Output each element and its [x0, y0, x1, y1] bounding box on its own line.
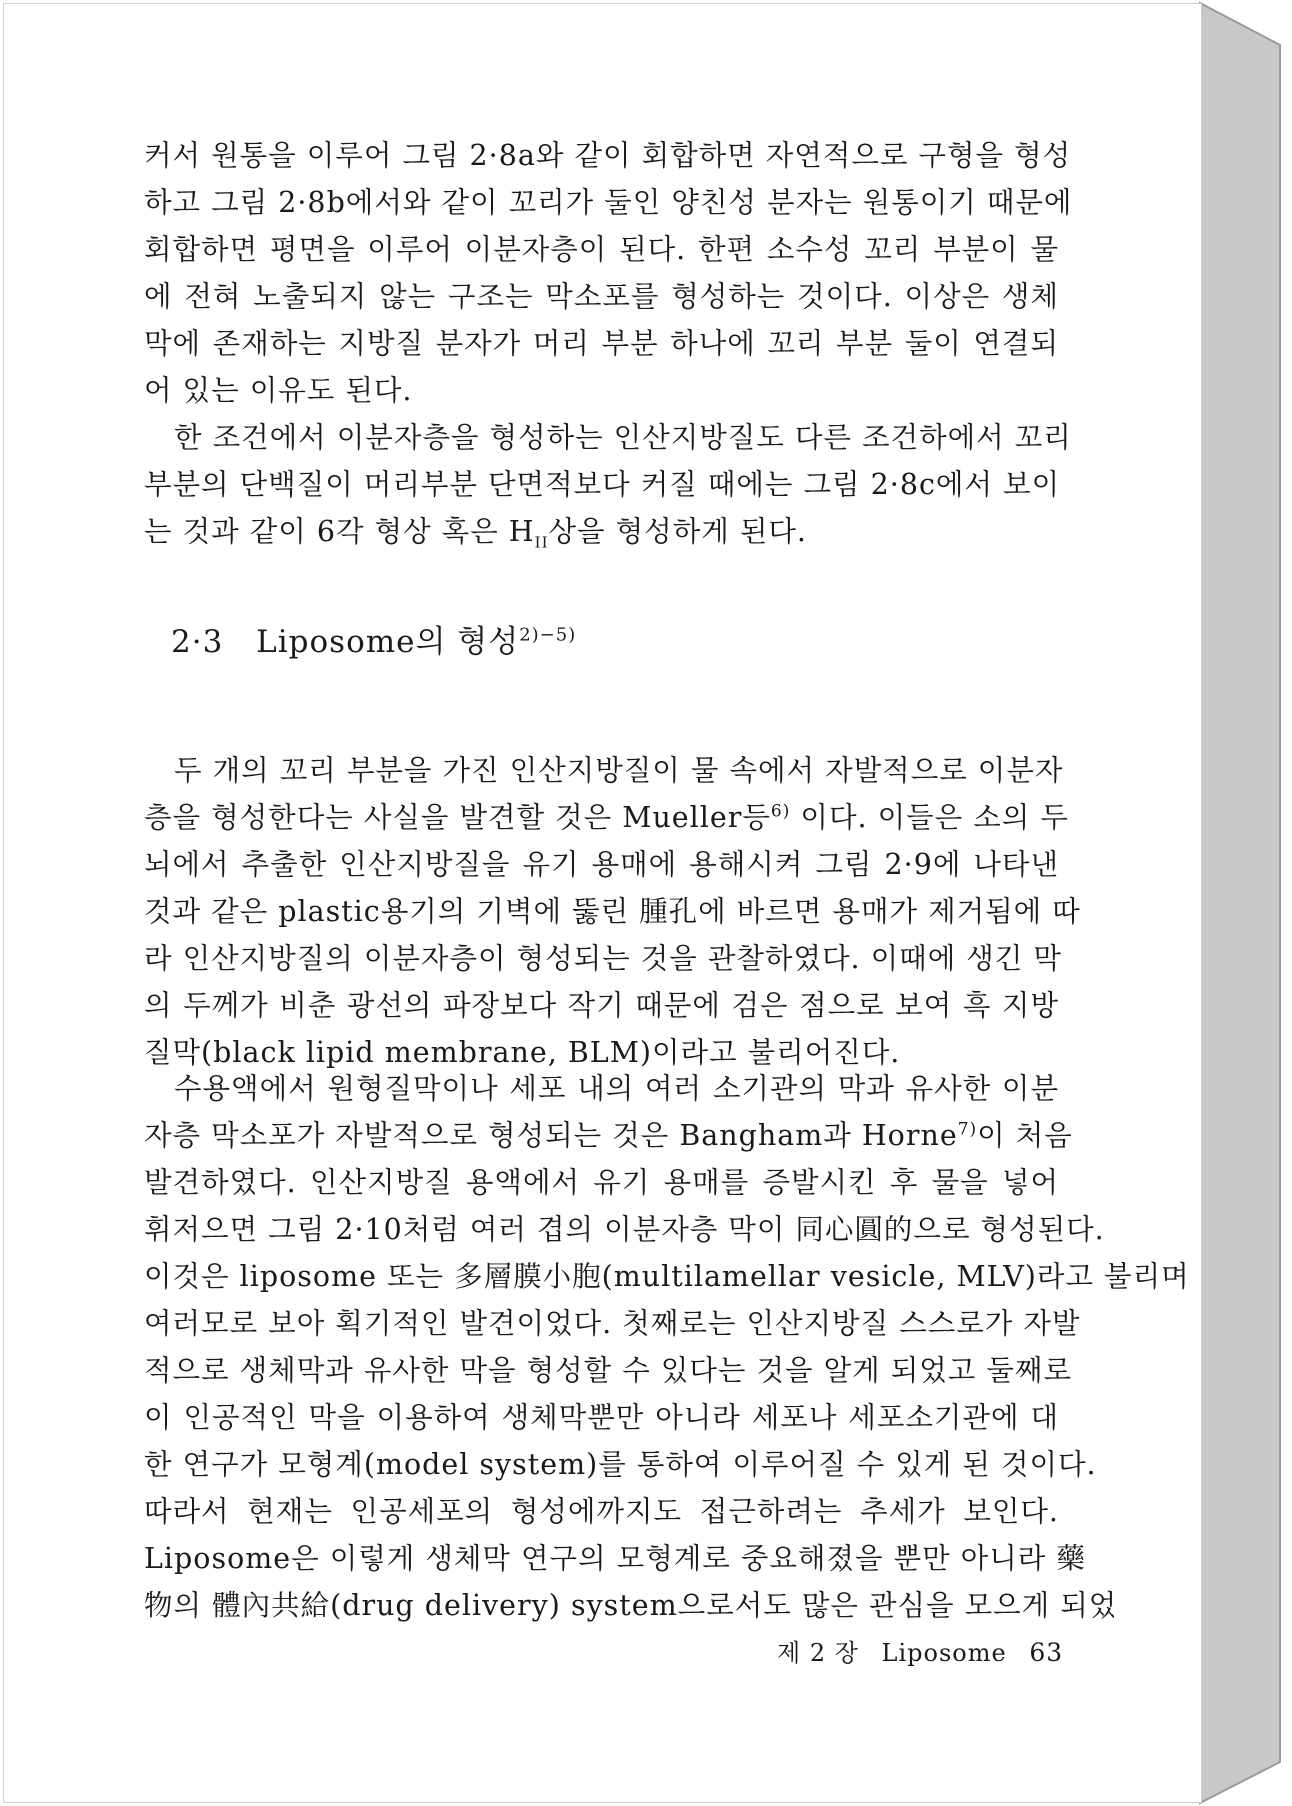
text-line: 적으로 생체막과 유사한 막을 형성할 수 있다는 것을 알게 되었고 둘째로	[144, 1354, 1072, 1387]
text-line: 질막(black lipid membrane, BLM)이라고 불리어진다.	[144, 1036, 901, 1069]
text-line: 하고 그림 2·8b에서와 같이 꼬리가 둘인 양친성 분자는 원통이기 때문에	[144, 186, 1073, 219]
text-line: 라 인산지방질의 이분자층이 형성되는 것을 관찰하였다. 이때에 생긴 막	[144, 942, 1062, 975]
text-line: 뇌에서 추출한 인산지방질을 유기 용매에 용해시켜 그림 2·9에 나타낸	[144, 848, 1059, 881]
text-line	[144, 511, 807, 553]
section-heading	[171, 616, 576, 661]
text-line	[144, 797, 1069, 839]
text-segment: 층을 형성한다는 사실을 발견할 것은 Mueller등	[144, 801, 771, 834]
text-line: 한 연구가 모형계(model system)를 통하여 이루어질 수 있게 된 것이다.	[144, 1448, 1097, 1481]
section-title: Liposome의 형성	[256, 624, 520, 660]
text-line: 에 전혀 노출되지 않는 구조는 막소포를 형성하는 것이다. 이상은 생체	[144, 280, 1059, 313]
footer-title: Liposome	[881, 1639, 1007, 1667]
text-segment: 자층 막소포가 자발적으로 형성되는 것은 Bangham과 Horne	[144, 1119, 958, 1152]
text-segment: 이다. 이들은 소의 두	[790, 801, 1069, 834]
page-footer	[777, 1633, 1063, 1668]
text-segment: 는 것과 같이 6각 형상 혹은 H	[144, 515, 535, 548]
text-line: 어 있는 이유도 된다.	[144, 374, 413, 407]
text-line: 따라서 현재는 인공세포의 형성에까지도 접근하려는 추세가 보인다.	[144, 1495, 1059, 1528]
reference-7: 7)	[957, 1119, 978, 1140]
text-line: 여러모로 보아 획기적인 발견이었다. 첫째로는 인산지방질 스스로가 자발	[144, 1307, 1081, 1340]
text-segment: 이 처음	[977, 1119, 1073, 1152]
section-refs: 2)−5)	[519, 624, 577, 646]
text-line: 발견하였다. 인산지방질 용액에서 유기 용매를 증발시킨 후 물을 넣어	[144, 1166, 1059, 1199]
subscript-II: II	[534, 533, 549, 552]
text-line: Liposome은 이렇게 생체막 연구의 모형계로 중요해졌을 뿐만 아니라 藥	[144, 1542, 1086, 1575]
text-line: 이것은 liposome 또는 多層膜小胞(multilamellar vesicle, MLV)라고 불리며	[144, 1260, 1190, 1293]
document-page	[3, 3, 1202, 1803]
section-number: 2·3	[171, 624, 224, 660]
text-line: 휘저으면 그림 2·10처럼 여러 겹의 이분자층 막이 同心圓的으로 형성된다.	[144, 1213, 1105, 1246]
text-line: 이 인공적인 막을 이용하여 생체막뿐만 아니라 세포나 세포소기관에 대	[144, 1401, 1059, 1434]
text-segment: 상을 형성하게 된다.	[548, 515, 807, 548]
text-line: 物의 體內共給(drug delivery) system으로서도 많은 관심을 모으게 되었	[144, 1589, 1118, 1622]
text-line: 의 두께가 비춘 광선의 파장보다 작기 때문에 검은 점으로 보여 흑 지방	[144, 989, 1059, 1022]
page-number: 63	[1029, 1638, 1064, 1667]
text-line: 막에 존재하는 지방질 분자가 머리 부분 하나에 꼬리 부분 둘이 연결되	[144, 327, 1059, 360]
text-line: 부분의 단백질이 머리부분 단면적보다 커질 때에는 그림 2·8c에서 보이	[144, 468, 1061, 501]
text-line: 회합하면 평면을 이루어 이분자층이 된다. 한편 소수성 꼬리 부분이 물	[144, 233, 1059, 266]
text-line: 것과 같은 plastic용기의 기벽에 뚫린 腫孔에 바르면 용매가 제거됨에 따	[144, 895, 1081, 928]
text-line	[144, 1115, 1073, 1157]
text-line: 수용액에서 원형질막이나 세포 내의 여러 소기관의 막과 유사한 이분	[174, 1072, 1059, 1105]
footer-chapter: 제 2 장	[777, 1639, 859, 1667]
text-line: 커서 원통을 이루어 그림 2·8a와 같이 회합하면 자연적으로 구형을 형성	[144, 139, 1072, 172]
text-line: 한 조건에서 이분자층을 형성하는 인산지방질도 다른 조건하에서 꼬리	[174, 421, 1072, 454]
text-line: 두 개의 꼬리 부분을 가진 인산지방질이 물 속에서 자발적으로 이분자	[174, 754, 1064, 787]
reference-6: 6)	[770, 801, 791, 822]
